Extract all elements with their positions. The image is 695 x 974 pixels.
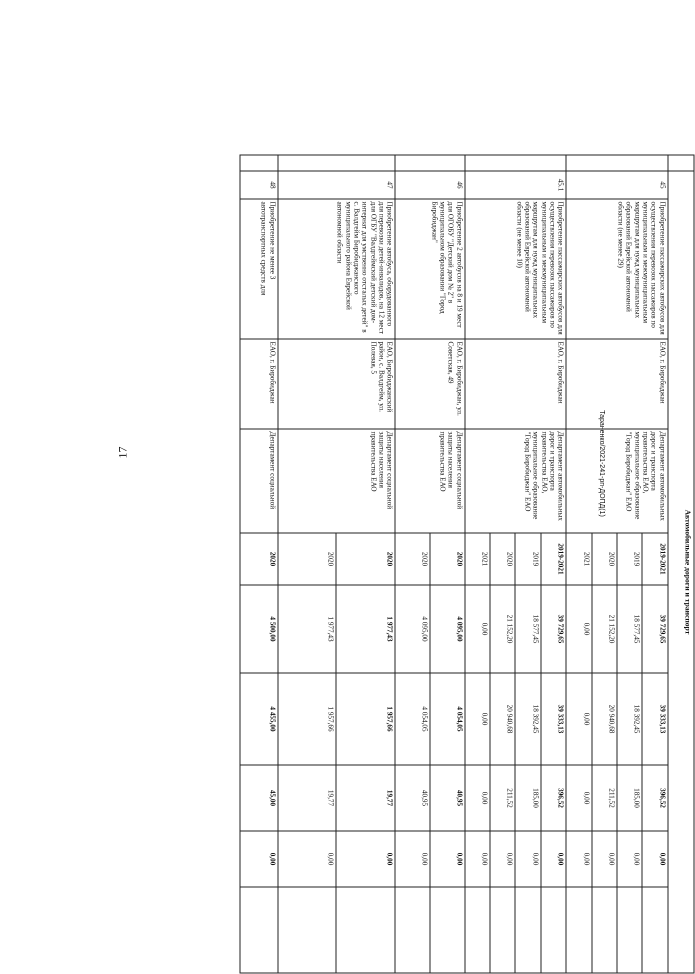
value-local: 0,00 xyxy=(515,831,540,887)
value-federal: 4 054,05 xyxy=(395,673,430,765)
row-number: 45 xyxy=(566,171,667,199)
period: 2019-2021 xyxy=(541,533,566,585)
table-row xyxy=(240,155,278,973)
empty-cell xyxy=(541,887,566,973)
value-total: 21 152,20 xyxy=(592,585,617,673)
period: 2020 xyxy=(430,533,465,585)
customer: Департамент социальной защиты населения правительства ЕАО xyxy=(395,429,465,533)
period: 2021 xyxy=(465,533,490,585)
value-local: 0,00 xyxy=(336,831,395,887)
customer: Департамент социальной защиты населения правительства ЕАО xyxy=(278,429,395,533)
customer: Департамент автомобильных дорог и транспорта правительства ЕАО, муниципальное образование "Город Биробиджан" ЕАО xyxy=(465,429,566,533)
period: 2019 xyxy=(617,533,642,585)
period: 2020 xyxy=(592,533,617,585)
empty-cell xyxy=(490,887,515,973)
value-federal: 39 333,13 xyxy=(642,673,667,765)
measure-name: Приобретение пассажирских автобусов для осуществления перевозок пассажиров по муниципальным и межмуниципальным маршрутам для нужд муниципальных образований Еврейской автономной области (не менее 29) xyxy=(566,199,667,339)
measure-name: Приобретение не менее 3 автотранспортных средств для xyxy=(240,199,278,339)
period: 2020 xyxy=(336,533,395,585)
value-local: 0,00 xyxy=(566,831,591,887)
section-title: Автомобильные дороги и транспорт xyxy=(668,171,694,973)
period: 2020 xyxy=(490,533,515,585)
value-total: 0,00 xyxy=(566,585,591,673)
value-regional: 211,52 xyxy=(592,765,617,831)
blank-cell xyxy=(465,155,566,171)
value-federal: 39 333,13 xyxy=(541,673,566,765)
empty-cell xyxy=(642,887,667,973)
value-total: 4 095,00 xyxy=(430,585,465,673)
value-federal: 20 940,68 xyxy=(592,673,617,765)
value-total: 4 500,00 xyxy=(240,585,278,673)
empty-cell xyxy=(566,887,591,973)
table-body xyxy=(240,155,694,973)
value-federal: 18 392,45 xyxy=(617,673,642,765)
value-local: 0,00 xyxy=(541,831,566,887)
value-total: 39 729,65 xyxy=(642,585,667,673)
empty-cell xyxy=(515,887,540,973)
empty-cell xyxy=(592,887,617,973)
empty-cell xyxy=(240,887,278,973)
value-local: 0,00 xyxy=(592,831,617,887)
value-regional: 40,95 xyxy=(395,765,430,831)
value-federal: 20 940,68 xyxy=(490,673,515,765)
blank-cell xyxy=(240,155,278,171)
value-regional: 396,52 xyxy=(541,765,566,831)
period: 2020 xyxy=(395,533,430,585)
value-regional: 185,00 xyxy=(617,765,642,831)
value-regional: 19,77 xyxy=(278,765,337,831)
location: ЕАО, г. Биробиджан, ул. Советская, 49 xyxy=(395,339,465,429)
table-row xyxy=(642,155,667,973)
location: ЕАО, г. Биробиджан xyxy=(465,339,566,429)
value-federal: 1 957,66 xyxy=(336,673,395,765)
value-federal: 0,00 xyxy=(566,673,591,765)
empty-cell xyxy=(336,887,395,973)
value-regional: 40,95 xyxy=(430,765,465,831)
value-total: 1 977,43 xyxy=(278,585,337,673)
value-local: 0,00 xyxy=(395,831,430,887)
period: 2019 xyxy=(515,533,540,585)
empty-cell xyxy=(278,887,337,973)
empty-cell xyxy=(395,887,430,973)
value-total: 4 095,00 xyxy=(395,585,430,673)
location: ЕАО, Биробиджанский район, с. Валдгейм, ул. Полевая, 5 xyxy=(278,339,395,429)
empty-cell xyxy=(465,887,490,973)
value-local: 0,00 xyxy=(617,831,642,887)
programme-table xyxy=(240,155,695,974)
location: ЕАО, г. Биробиджан xyxy=(566,339,667,429)
value-total: 21 152,20 xyxy=(490,585,515,673)
blank-cell xyxy=(278,155,395,171)
table-row xyxy=(541,155,566,973)
value-federal: 4 455,00 xyxy=(240,673,278,765)
customer: Департамент автомобильных дорог и транспорта правительства ЕАО, муниципальное образование "Город Биробиджан" ЕАО xyxy=(566,429,667,533)
value-total: 0,00 xyxy=(465,585,490,673)
blank-cell xyxy=(668,155,694,171)
value-regional: 0,00 xyxy=(465,765,490,831)
value-local: 0,00 xyxy=(642,831,667,887)
period: 2020 xyxy=(240,533,278,585)
row-number: 45.1 xyxy=(465,171,566,199)
customer: Департамент социальной xyxy=(240,429,278,533)
value-total: 18 577,45 xyxy=(515,585,540,673)
value-federal: 18 392,45 xyxy=(515,673,540,765)
measure-name: Приобретение автобуса, оборудованного для перевозки детей-инвалидов, на 12 мест для ОГБУ "Валдгеймский детский дом-интернат для умственно отсталых детей" в с. Валдгейм Биробиджанского муниципального района Еврейской автономной области xyxy=(278,199,395,339)
blank-cell xyxy=(566,155,667,171)
period: 2020 xyxy=(278,533,337,585)
value-regional: 45,00 xyxy=(240,765,278,831)
table-row xyxy=(430,155,465,973)
rotated-table-container xyxy=(240,155,695,973)
row-number: 47 xyxy=(278,171,395,199)
value-local: 0,00 xyxy=(240,831,278,887)
measure-name: Приобретение 2 автобусов на 8 и 19 мест для ОГОБУ "Детский дом № 2" в муниципальном образовании "Город Биробиджан" xyxy=(395,199,465,339)
row-number: 46 xyxy=(395,171,465,199)
value-local: 0,00 xyxy=(465,831,490,887)
period: 2019-2021 xyxy=(642,533,667,585)
value-regional: 19,77 xyxy=(336,765,395,831)
value-federal: 0,00 xyxy=(465,673,490,765)
value-regional: 211,52 xyxy=(490,765,515,831)
value-federal: 4 054,05 xyxy=(430,673,465,765)
value-regional: 396,52 xyxy=(642,765,667,831)
section-row xyxy=(668,155,694,973)
value-total: 18 577,45 xyxy=(617,585,642,673)
value-local: 0,00 xyxy=(490,831,515,887)
page-number: 17 xyxy=(115,446,130,459)
value-total: 39 729,65 xyxy=(541,585,566,673)
value-total: 1 977,43 xyxy=(336,585,395,673)
period: 2021 xyxy=(566,533,591,585)
value-local: 0,00 xyxy=(278,831,337,887)
value-local: 0,00 xyxy=(430,831,465,887)
value-regional: 0,00 xyxy=(566,765,591,831)
empty-cell xyxy=(430,887,465,973)
value-federal: 1 957,66 xyxy=(278,673,337,765)
blank-cell xyxy=(395,155,465,171)
row-number: 48 xyxy=(240,171,278,199)
location: ЕАО, г. Биробиджан xyxy=(240,339,278,429)
value-regional: 185,00 xyxy=(515,765,540,831)
table-row xyxy=(336,155,395,973)
document-footer: Тараненко/2021-241-рп-ДОПД(1) xyxy=(597,410,605,517)
empty-cell xyxy=(617,887,642,973)
measure-name: Приобретение пассажирских автобусов для осуществления перевозок пассажиров по муниципальным и межмуниципальным маршрутам для нужд муниципальных образований Еврейской автономной области (не менее 10) xyxy=(465,199,566,339)
